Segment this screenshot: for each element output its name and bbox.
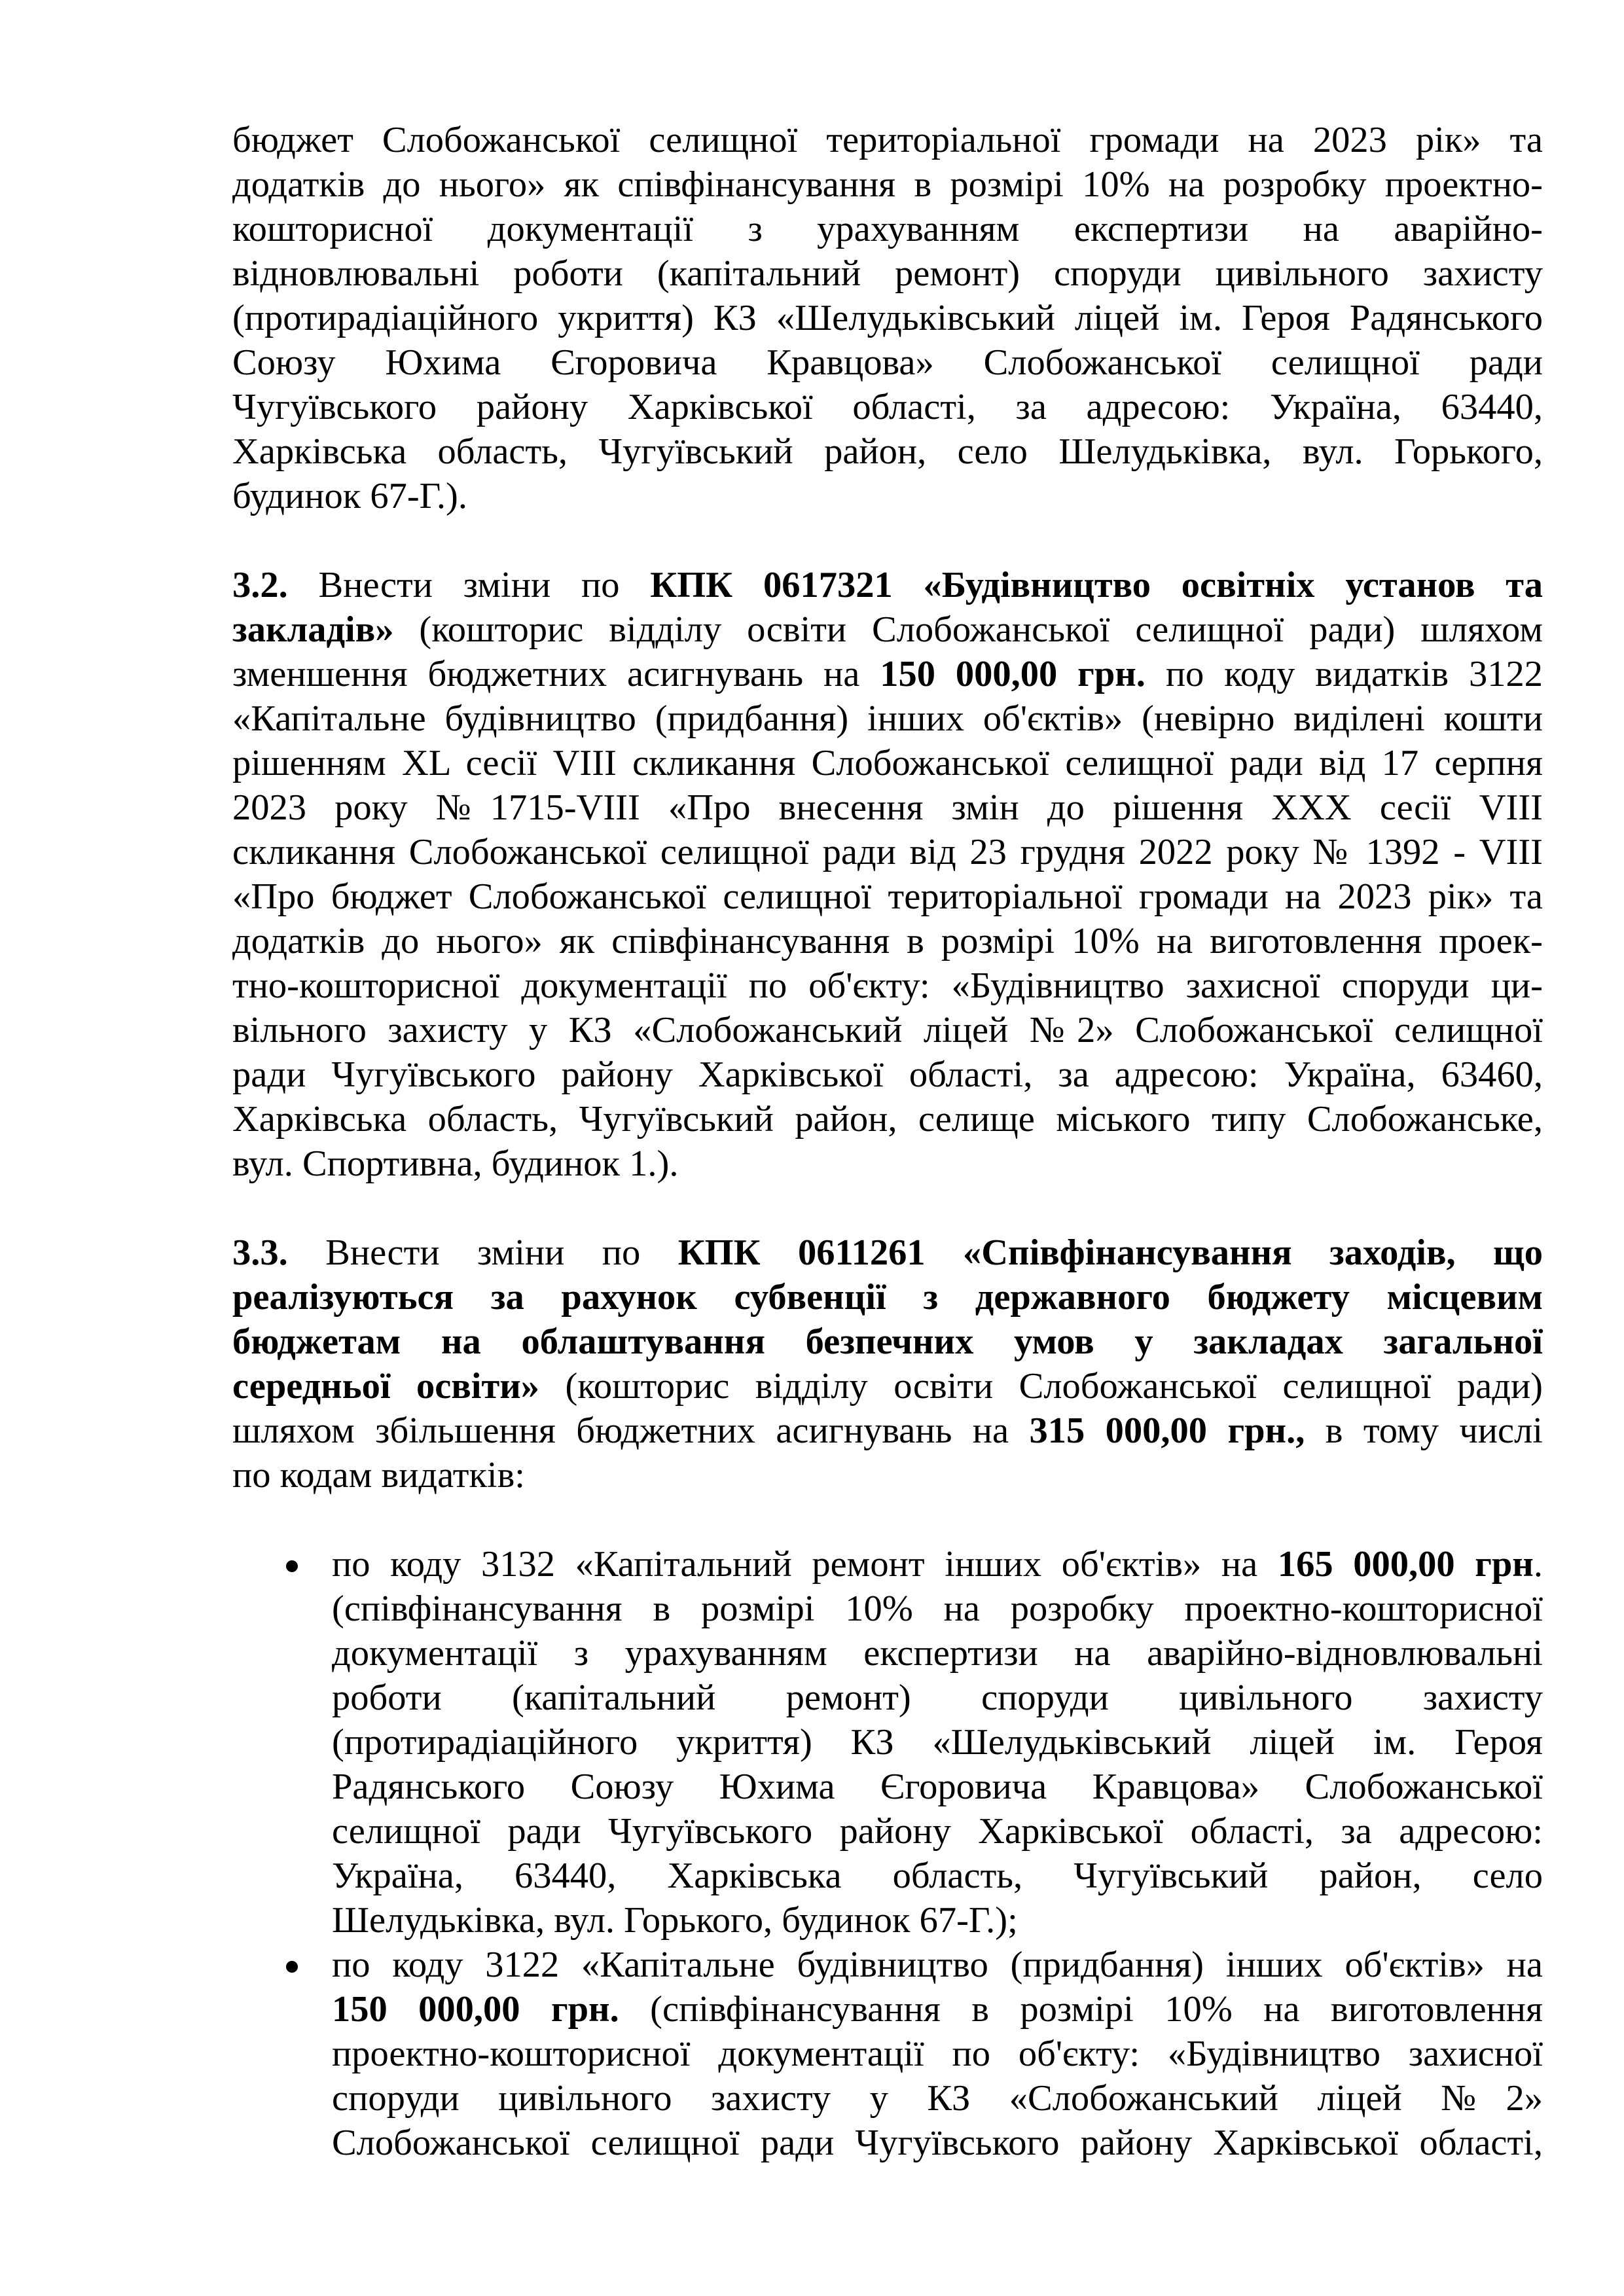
amount: 315 000,00 грн.,	[1029, 1410, 1305, 1451]
section-number: 3.3.	[232, 1232, 288, 1273]
kpk-title-end: закладів»	[232, 609, 394, 650]
section-number: 3.2.	[232, 565, 288, 605]
list-item	[232, 1943, 1543, 2165]
text-run: .	[1533, 1544, 1543, 1585]
text-line	[232, 1364, 1543, 1408]
amount: 150 000,00 грн.	[332, 1989, 619, 2030]
text-line	[332, 1542, 1543, 1587]
bullet-icon	[286, 1961, 298, 1973]
text-run: шляхом збільшення бюджетних асигнувань на	[232, 1410, 1030, 1451]
text-line: «Про бюджет Слобожанської селищної територіальної громади на 2023 рік» та	[232, 876, 1543, 917]
text-run: (кошторис відділу освіти Слобожанської селищної ради)	[539, 1366, 1543, 1407]
text-line: селищної ради Чугуївського району Харківської області, за адресою:	[332, 1811, 1543, 1852]
text-line	[232, 1275, 1543, 1319]
text-line: Харківська область, Чугуївський район, селище міського типу Слобожанське,	[232, 1099, 1543, 1139]
text-line: кошторисної документації з урахуванням експертизи на аварійно-	[232, 209, 1543, 249]
kpk-title-cont: бюджетам на облаштування безпечних умов у закладах загальної	[232, 1321, 1543, 1362]
text-line	[232, 1319, 1543, 1364]
text-line: будинок 67-Г.).	[232, 476, 468, 516]
text-line: Союзу Юхима Єгоровича Кравцова» Слобожанської селищної ради	[232, 342, 1543, 383]
text-line: по коду 3122 «Капітальне будівництво (придбання) інших об'єктів» на	[332, 1945, 1543, 1985]
text-run: по коду 3132 «Капітальний ремонт інших об'єктів» на	[332, 1544, 1278, 1585]
text-line: рішенням XL сесії VIII скликання Слобожанської селищної ради від 17 серпня	[232, 743, 1543, 783]
text-line	[232, 607, 1543, 652]
text-line: Україна, 63440, Харківська область, Чугуївський район, село	[332, 1856, 1543, 1896]
paragraph-continuation	[232, 118, 1543, 518]
text-line: відновлювальні роботи (капітальний ремонт) споруди цивільного захисту	[232, 253, 1543, 294]
text-line: скликання Слобожанської селищної ради від 23 грудня 2022 року № 1392 - VIII	[232, 832, 1543, 872]
text-line: (протирадіаційного укриття) КЗ «Шелудьківський ліцей ім. Героя Радянського	[232, 298, 1543, 338]
text-line: Чугуївського району Харківської області, за адресою: Україна, 63440,	[232, 387, 1543, 427]
document-page	[232, 118, 1543, 2165]
list-item	[232, 1542, 1543, 1943]
text-line: вул. Спортивна, будинок 1.).	[232, 1143, 679, 1184]
section-3-3	[232, 1230, 1543, 2165]
text-line: споруди цивільного захисту у КЗ «Слобожанський ліцей №2»	[332, 2078, 1543, 2119]
text-line: Харківська область, Чугуївський район, село Шелудьківка, вул. Горького,	[232, 431, 1543, 472]
kpk-title-end: середньої освіти»	[232, 1366, 540, 1407]
text-line: тно-кошторисної документації по об'єкту: «Будівництво захисної споруди ци-	[232, 965, 1543, 1006]
text-line: бюджет Слобожанської селищної територіальної громади на 2023 рік» та	[232, 120, 1543, 160]
text-run: Внести зміни по	[287, 565, 651, 605]
text-line: 2023 року №1715-VIII «Про внесення змін до рішення ХХХ сесії VIII	[232, 787, 1543, 828]
paragraph-gap	[232, 518, 1543, 563]
text-line: по кодам видатків:	[232, 1455, 526, 1496]
text-line: Слобожанської селищної ради Чугуївського району Харківської області,	[332, 2123, 1543, 2163]
text-line	[332, 1987, 1543, 2032]
section-heading-line	[232, 563, 1543, 607]
text-run: в тому числі	[1305, 1410, 1543, 1451]
text-line: роботи (капітальний ремонт) споруди цивільного захисту	[332, 1677, 1543, 1718]
section-3-2	[232, 563, 1543, 1186]
section-heading-line	[232, 1230, 1543, 1275]
text-line: (протирадіаційного укриття) КЗ «Шелудьківський ліцей ім. Героя	[332, 1722, 1543, 1763]
text-line: (співфінансування в розмірі 10% на розробку проектно-кошторисної	[332, 1588, 1543, 1629]
paragraph-gap	[232, 1498, 1543, 1542]
kpk-title: КПК 0617321 «Будівництво освітніх установ та	[650, 565, 1543, 605]
kpk-title: КПК 0611261 «Співфінансування заходів, що	[677, 1232, 1543, 1273]
text-run: по коду видатків 3122	[1145, 654, 1543, 694]
text-line	[232, 1408, 1543, 1453]
text-run: (кошторис відділу освіти Слобожанської селищної ради) шляхом	[393, 609, 1543, 650]
amount: 165 000,00 грн	[1277, 1544, 1534, 1585]
text-line: вільного захисту у КЗ «Слобожанський ліцей №2» Слобожанської селищної	[232, 1010, 1543, 1050]
text-line	[232, 652, 1543, 696]
text-run: зменшення бюджетних асигнувань на	[232, 654, 880, 694]
text-line: ради Чугуївського району Харківської області, за адресою: Україна, 63460,	[232, 1054, 1543, 1095]
text-line: Шелудьківка, вул. Горького, будинок 67-Г.);	[332, 1900, 1018, 1941]
kpk-title-cont: реалізуються за рахунок субвенції з державного бюджету місцевим	[232, 1277, 1543, 1318]
amount: 150 000,00 грн.	[880, 654, 1146, 694]
text-run: (співфінансування в розмірі 10% на виготовлення	[619, 1989, 1543, 2030]
text-line: Радянського Союзу Юхима Єгоровича Кравцова» Слобожанської	[332, 1767, 1543, 1807]
text-line: «Капітальне будівництво (придбання) інших об'єктів» (невірно виділені кошти	[232, 698, 1543, 739]
bullet-icon	[286, 1560, 298, 1572]
text-run: Внести зміни по	[287, 1232, 678, 1273]
text-line: додатків до нього» як співфінансування в розмірі 10% на розробку проектно-	[232, 164, 1543, 205]
text-line: додатків до нього» як співфінансування в розмірі 10% на виготовлення проек-	[232, 921, 1543, 961]
text-line: проектно-кошторисної документації по об'єкту: «Будівництво захисної	[332, 2034, 1543, 2074]
paragraph-gap	[232, 1186, 1543, 1230]
text-line: документації з урахуванням експертизи на аварійно-відновлювальні	[332, 1633, 1543, 1674]
